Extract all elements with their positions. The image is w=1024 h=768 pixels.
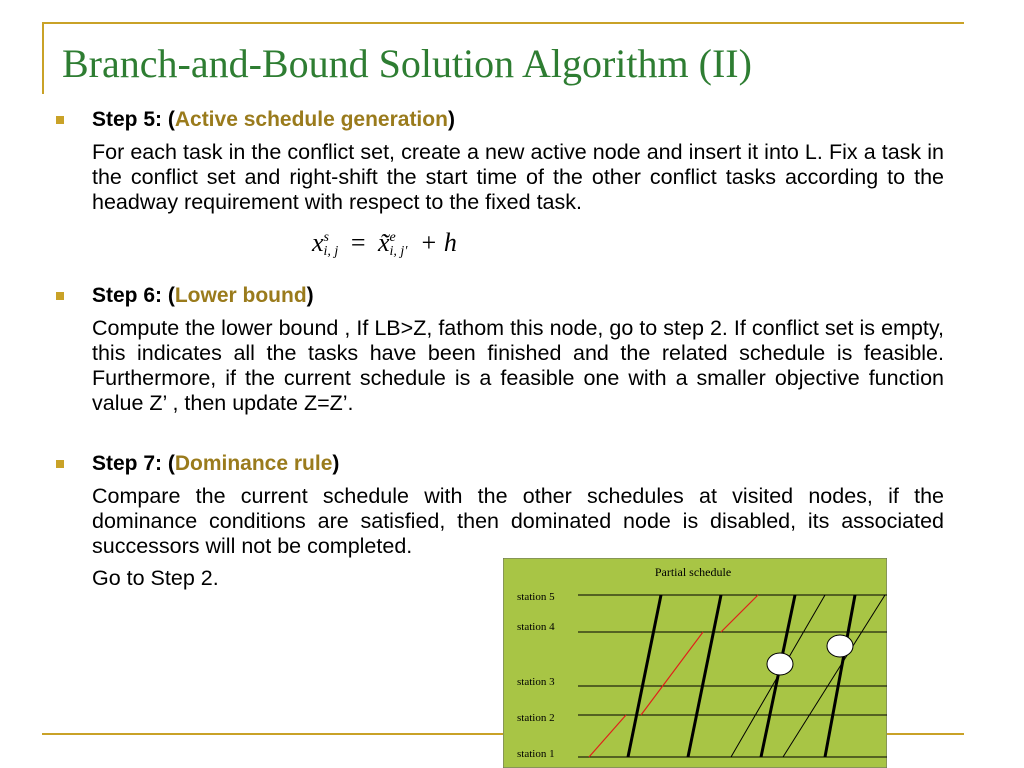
- figure-title: Partial schedule: [654, 565, 732, 579]
- station-label: station 5: [517, 591, 555, 603]
- station-label: station 3: [517, 676, 555, 688]
- slide-title: Branch-and-Bound Solution Algorithm (II): [62, 41, 752, 86]
- station-label: station 2: [517, 712, 555, 724]
- step-7-body: Compare the current schedule with the other schedules at visited nodes, if the dominance conditions are satisfied, then dominated node is disabled, its associated successors will not be completed.: [92, 484, 944, 558]
- bullet-icon: [56, 460, 64, 468]
- step-7-topic: Dominance rule: [174, 452, 333, 475]
- goto-step-2: Go to Step 2.: [92, 566, 219, 590]
- station-label: station 4: [517, 621, 555, 633]
- station-label: station 1: [517, 748, 555, 760]
- dominance-marker: [767, 653, 793, 675]
- step-6-topic: Lower bound: [174, 284, 307, 307]
- step-5-label: Step 5: (Active schedule generation): [92, 108, 455, 131]
- step-5-topic: Active schedule generation: [174, 108, 448, 131]
- dominance-marker: [827, 635, 853, 657]
- bullet-icon: [56, 116, 64, 124]
- step-6-body: Compute the lower bound , If LB>Z, fathom this node, go to step 2. If conflict set is empty, this indicates all the tasks have been finished and the related schedule is feasible. Furthermore, if the current schedule is a feasible one with a smaller objective function value Z’ , then update Z=Z’.: [92, 316, 944, 415]
- top-rule: [42, 22, 964, 24]
- step-7-label: Step 7: (Dominance rule): [92, 452, 340, 475]
- step-5-body: For each task in the conflict set, create a new active node and insert it into L. Fix a task in the conflict set and right-shift the start time of the other conflict tasks according to the headway requirement with respect to the fixed task.: [92, 140, 944, 214]
- headway-formula: x s i, j = x̃ e i, j′ + h: [312, 228, 457, 260]
- step-6-label: Step 6: (Lower bound): [92, 284, 314, 307]
- bullet-icon: [56, 292, 64, 300]
- partial-schedule-figure: [503, 558, 887, 768]
- title-accent-bar: [42, 22, 44, 94]
